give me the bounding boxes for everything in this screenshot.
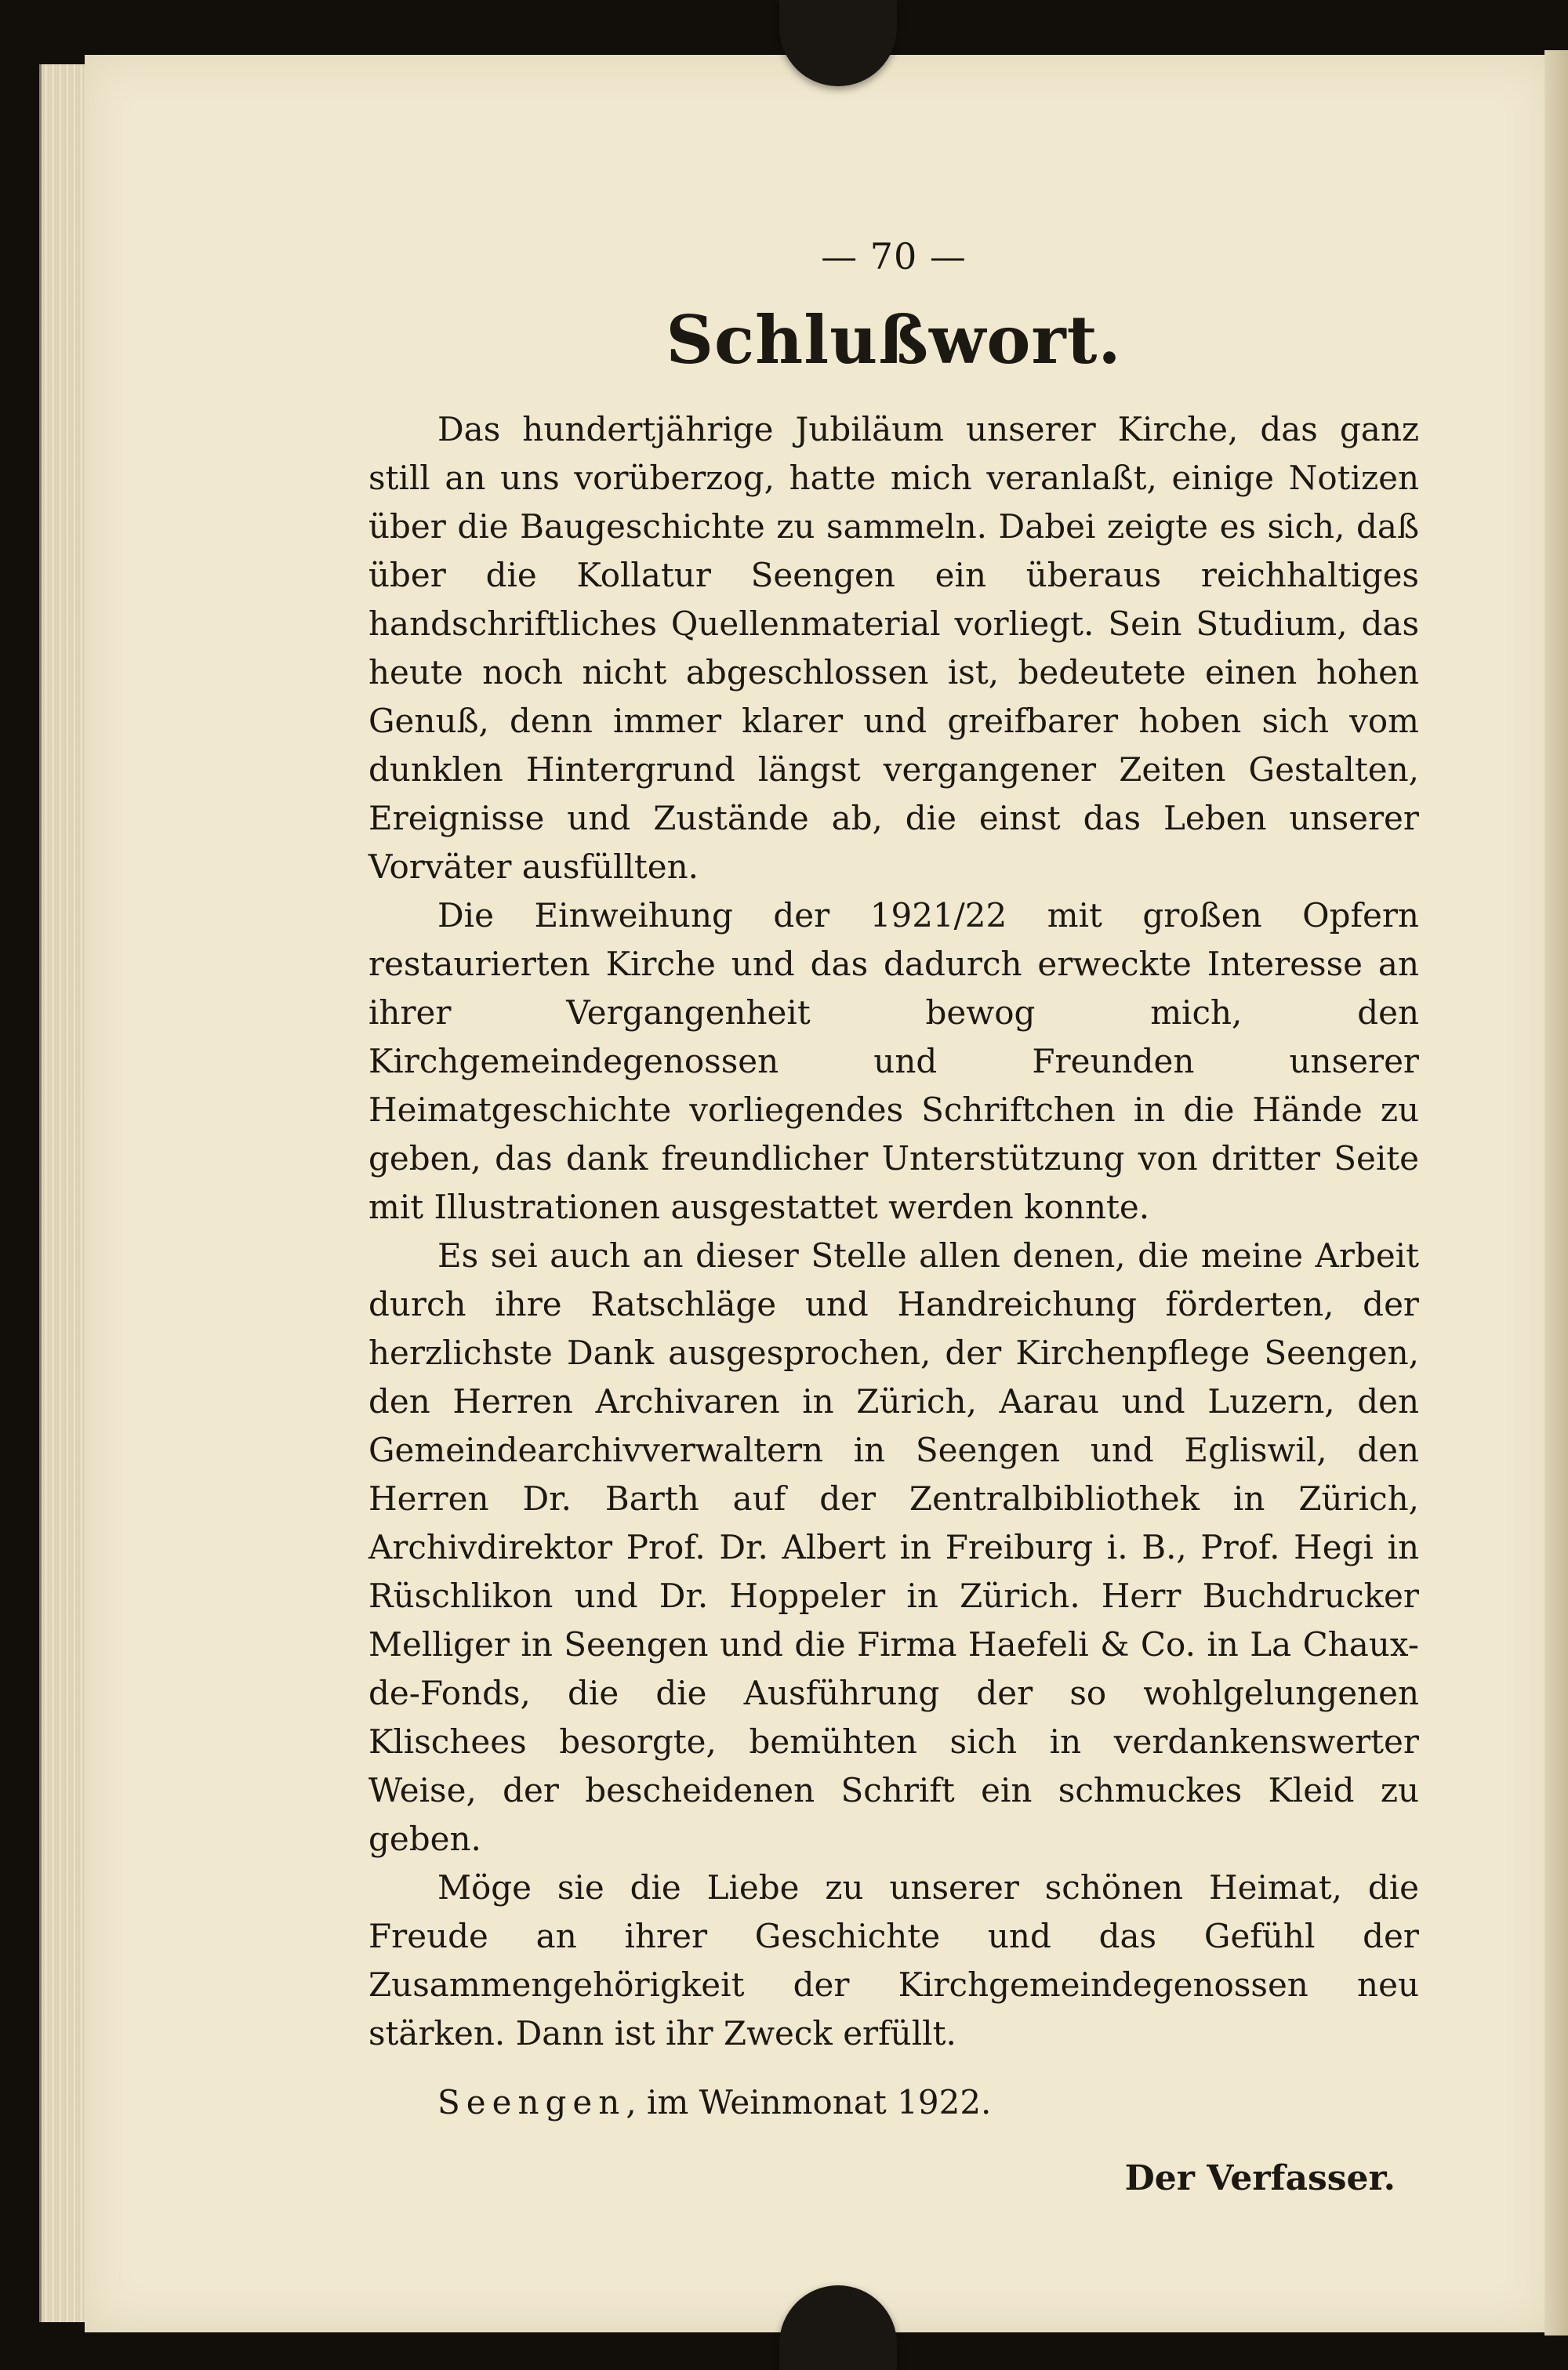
paragraph-2: Die Einweihung der 1921/22 mit großen Opfern restaurierten Kirche und das dadurch erweckte Interesse an ihrer Vergangenheit bewog mich, den Kirchgemeindegenossen und Freunden unserer Heimatgeschichte vorliegendes Schriftchen in die Hände zu geben, das dank freundlicher Unterstützung von dritter Seite mit Illustrationen ausgestattet werden konnte. — [368, 896, 1419, 1226]
paragraph-1: Das hundertjährige Jubiläum unserer Kirche, das ganz still an uns vorüberzog, hatte mich veranlaßt, einige Notizen über die Baugeschichte zu sammeln. Dabei zeigte es sich, daß über die Kollatur Seengen ein überaus reichhaltiges handschriftliches Quellenmaterial vorliegt. Sein Studium, das heute noch nicht abgeschlossen ist, bedeutete einen hohen Genuß, denn immer klarer und greifbarer hoben sich vom dunklen Hintergrund längst vergangener Zeiten Gestalten, Ereignisse und Zustände ab, die einst das Leben unserer Vorväter ausfüllten. — [368, 410, 1419, 886]
place-name: Seengen — [437, 2083, 626, 2121]
author-signature: Der Verfasser. — [1124, 2158, 1396, 2198]
paragraph-3: Es sei auch an dieser Stelle allen denen, die meine Arbeit durch ihre Ratschläge und Handreichung förderten, der herzlichste Dank ausgesprochen, der Kirchenpflege Seengen, den Herren Archivaren in Zürich, Aarau und Luzern, den Gemeindearchivverwaltern in Seengen und Egliswil, den Herren Dr. Barth auf der Zentralbibliothek in Zürich, Archivdirektor Prof. Dr. Albert in Freiburg i. B., Prof. Hegi in Rüschlikon und Dr. Hoppeler in Zürich. Herr Buchdrucker Melliger in Seengen und die Firma Haefeli & Co. in La Chaux-de-Fonds, die die Ausführung der so wohlgelungenen Klischees besorgte, bemühten sich in verdankenswerter Weise, der bescheidenen Schrift ein schmuckes Kleid zu geben. — [368, 1236, 1419, 1858]
page-number: — 70 — — [821, 235, 967, 278]
page-content — [368, 235, 1419, 2198]
place-date-line — [368, 2078, 1419, 2127]
facing-page-edge — [1544, 50, 1568, 2336]
date-text: , im Weinmonat 1922. — [626, 2083, 992, 2121]
page-title: Schlußwort. — [666, 301, 1122, 379]
paragraph-4: Möge sie die Liebe zu unserer schönen Heimat, die Freude an ihrer Geschichte und das Gefühl der Zusammengehörigkeit der Kirchgemeindegenossen neu stärken. Dann ist ihr Zweck erfüllt. — [368, 1868, 1419, 2052]
